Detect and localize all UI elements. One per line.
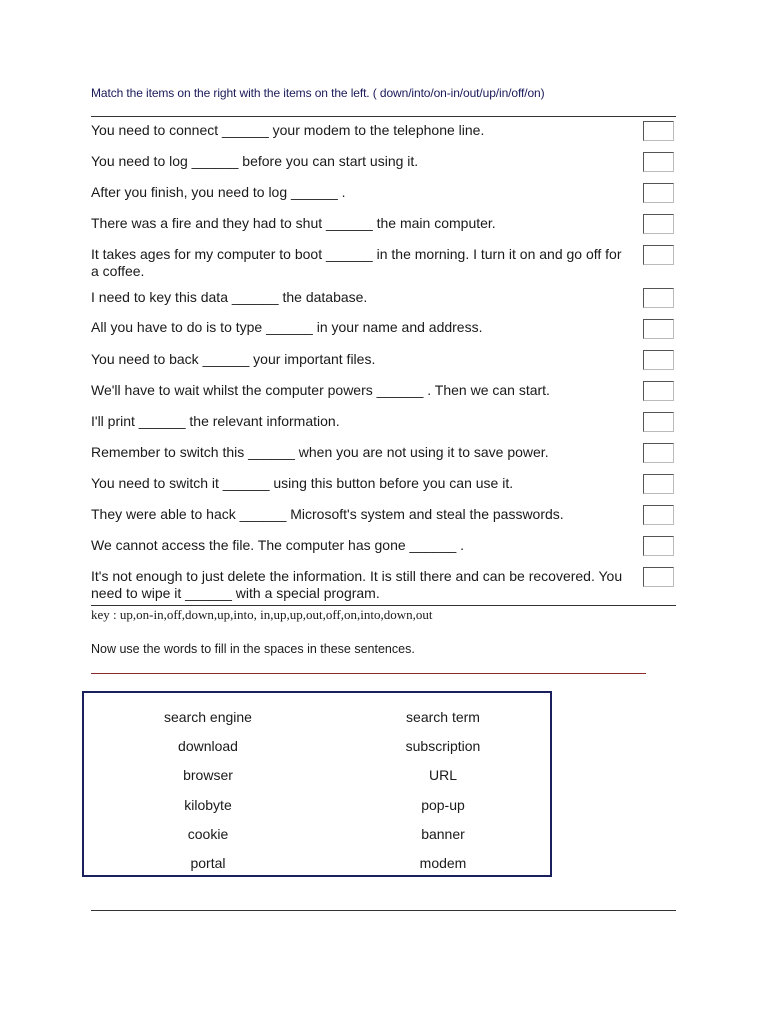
word-left-1: search engine <box>164 709 252 725</box>
answer-box-13[interactable] <box>643 505 674 525</box>
answer-box-8[interactable] <box>643 350 674 370</box>
word-right-6: modem <box>419 855 467 871</box>
question-12: You need to switch it ______ using this button before you can use it. <box>91 475 514 491</box>
question-15: It's not enough to just delete the information. It is still there and can be recovered. You need to wipe it ______ with a special program. <box>91 568 623 601</box>
word-left-4: kilobyte <box>184 797 232 813</box>
word-left-5: cookie <box>187 826 229 842</box>
word-left-3: browser <box>183 767 233 783</box>
red-divider <box>91 673 646 674</box>
question-11: Remember to switch this ______ when you are not using it to save power. <box>91 444 549 460</box>
answer-box-10[interactable] <box>643 412 674 432</box>
fill-in-instruction: Now use the words to fill in the spaces in these sentences. <box>91 642 415 656</box>
question-1: You need to connect ______ your modem to the telephone line. <box>91 122 485 138</box>
answer-box-3[interactable] <box>643 183 674 203</box>
word-right-2: subscription <box>405 738 481 754</box>
question-2: You need to log ______ before you can start using it. <box>91 153 419 169</box>
answer-box-6[interactable] <box>643 288 674 308</box>
question-10: I'll print ______ the relevant information. <box>91 413 340 429</box>
question-4: There was a fire and they had to shut ______ the main computer. <box>91 215 496 231</box>
answer-box-11[interactable] <box>643 443 674 463</box>
answer-box-15[interactable] <box>643 567 674 587</box>
word-left-6: portal <box>190 855 226 871</box>
answer-key: key : up,on-in,off,down,up,into, in,up,up,out,off,on,into,down,out <box>91 607 433 622</box>
question-8: You need to back ______ your important files. <box>91 351 376 367</box>
question-7: All you have to do is to type ______ in your name and address. <box>91 319 483 335</box>
bottom-divider <box>91 910 676 911</box>
answer-box-7[interactable] <box>643 319 674 339</box>
question-6: I need to key this data ______ the database. <box>91 289 368 305</box>
word-right-5: banner <box>421 826 465 842</box>
key-divider <box>91 605 676 606</box>
question-3: After you finish, you need to log ______ . <box>91 184 346 200</box>
answer-box-14[interactable] <box>643 536 674 556</box>
word-right-4: pop-up <box>421 797 465 813</box>
word-left-2: download <box>178 738 238 754</box>
word-right-3: URL <box>428 767 457 783</box>
answer-box-1[interactable] <box>643 121 674 141</box>
question-13: They were able to hack ______ Microsoft's system and steal the passwords. <box>91 506 564 522</box>
top-divider <box>91 116 676 117</box>
answer-box-5[interactable] <box>643 245 674 265</box>
answer-box-2[interactable] <box>643 152 674 172</box>
question-14: We cannot access the file. The computer has gone ______ . <box>91 537 465 553</box>
exercise-instruction: Match the items on the right with the items on the left. ( down/into/on-in/out/up/in/off/on) <box>91 86 545 100</box>
question-9: We'll have to wait whilst the computer powers ______ . Then we can start. <box>91 382 550 398</box>
answer-box-9[interactable] <box>643 381 674 401</box>
answer-box-4[interactable] <box>643 214 674 234</box>
answer-box-12[interactable] <box>643 474 674 494</box>
word-right-1: search term <box>406 709 480 725</box>
question-5: It takes ages for my computer to boot ______ in the morning. I turn it on and go off for a coffee. <box>91 246 622 279</box>
